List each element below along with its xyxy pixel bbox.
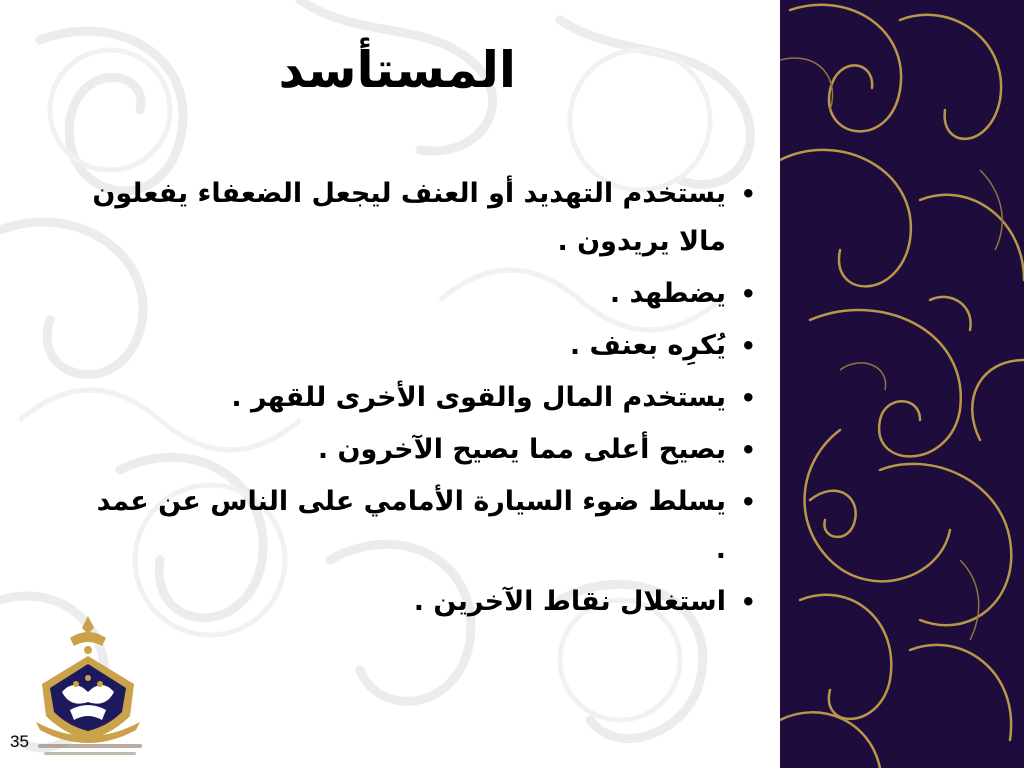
- bullet-marker: •: [740, 280, 756, 308]
- bullet-marker: •: [740, 332, 756, 360]
- bullet-item: [80, 426, 760, 474]
- bullet-item: [80, 374, 760, 422]
- bullet-text: يصيح أعلى مما يصيح الآخرون .: [317, 434, 726, 465]
- bullet-item: [80, 578, 760, 626]
- bullet-marker: •: [740, 384, 756, 412]
- arabesque-ornament: [780, 0, 1024, 768]
- bullet-marker: •: [740, 588, 756, 616]
- bullet-item: [80, 170, 760, 266]
- bullet-text: يُكرِه بعنف .: [569, 330, 726, 361]
- bullet-text: استغلال نقاط الآخرين .: [413, 586, 726, 617]
- bullet-text: يستخدم المال والقوى الأخرى للقهر .: [231, 382, 726, 413]
- bullet-marker: •: [740, 180, 756, 208]
- bullet-text: يستخدم التهديد أو العنف ليجعل الضعفاء يفعلون مالا يريدون .: [92, 178, 726, 257]
- bullet-text: يسلط ضوء السيارة الأمامي على الناس عن عمد .: [96, 486, 726, 565]
- bullet-list: [80, 170, 760, 630]
- bullet-item: [80, 270, 760, 318]
- institute-logo-icon: [22, 612, 154, 762]
- slide-title: المستأسد: [278, 41, 516, 99]
- page-number: 35: [10, 732, 29, 751]
- bullet-marker: •: [740, 436, 756, 464]
- bullet-text: يضطهد .: [609, 278, 726, 309]
- bullet-item: [80, 322, 760, 370]
- bullet-item: [80, 478, 760, 574]
- bullet-marker: •: [740, 488, 756, 516]
- side-panel: [780, 0, 1024, 768]
